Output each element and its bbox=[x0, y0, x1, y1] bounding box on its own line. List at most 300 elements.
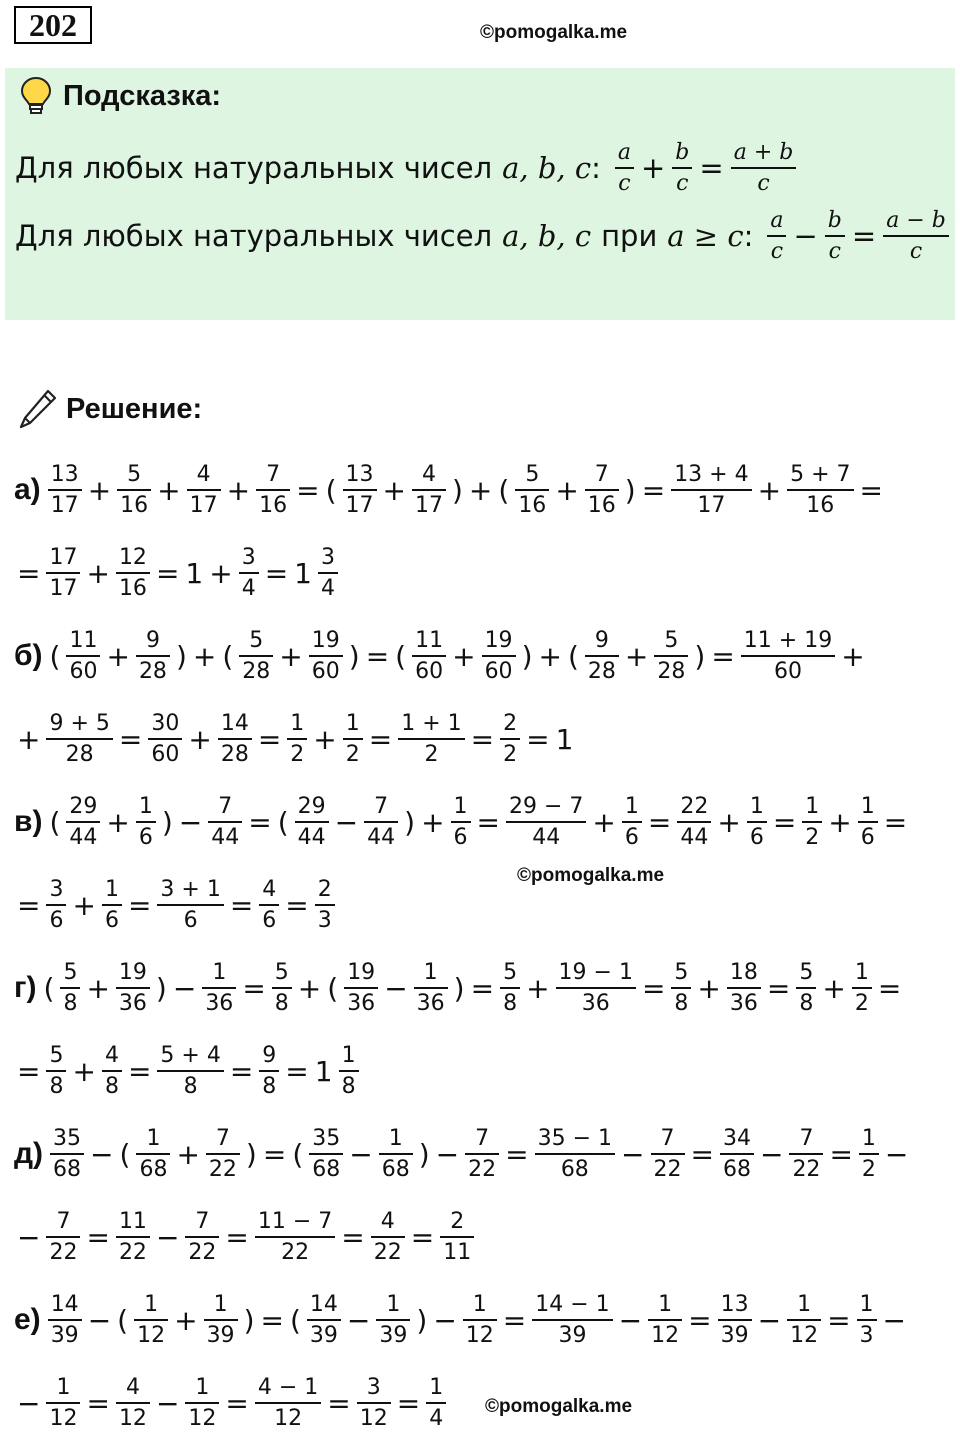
fraction bbox=[859, 1126, 879, 1183]
math-symbol: = bbox=[641, 971, 666, 1005]
denominator: 60 bbox=[148, 738, 182, 767]
fraction bbox=[259, 877, 279, 934]
math-symbol: + bbox=[106, 805, 130, 839]
denominator: 12 bbox=[134, 1319, 168, 1348]
numerator: 12 bbox=[118, 544, 147, 570]
denominator: 68 bbox=[136, 1153, 170, 1182]
fraction bbox=[720, 1126, 754, 1183]
numerator: 2 bbox=[317, 876, 332, 902]
hint-2-condition: a ≥ c bbox=[667, 219, 744, 254]
numerator: 1 bbox=[290, 710, 305, 736]
hint-1-op: + bbox=[640, 151, 666, 186]
denominator: 2 bbox=[859, 1153, 879, 1182]
fraction bbox=[185, 1375, 219, 1432]
denominator: 22 bbox=[185, 1236, 219, 1265]
lightbulb-icon bbox=[19, 76, 53, 116]
numerator: 5 bbox=[249, 627, 264, 653]
watermark-bottom: ©pomogalka.me bbox=[485, 1396, 633, 1417]
math-symbol: + bbox=[279, 639, 303, 673]
math-symbol: − bbox=[757, 1303, 782, 1337]
numerator: 11 − 7 bbox=[257, 1208, 333, 1234]
numerator: 13 bbox=[50, 461, 79, 487]
math-symbol: = bbox=[365, 639, 390, 673]
denominator: 36 bbox=[414, 987, 448, 1016]
math-symbol: = bbox=[505, 1137, 529, 1171]
fraction bbox=[398, 711, 464, 768]
fraction bbox=[789, 1126, 823, 1183]
item-label: в) bbox=[14, 805, 43, 838]
hint-2-vars: a, b, c bbox=[502, 219, 592, 254]
math-symbol: + bbox=[452, 639, 476, 673]
numerator: 5 bbox=[525, 461, 540, 487]
math-symbol: = bbox=[17, 1054, 41, 1088]
denominator: 28 bbox=[218, 738, 252, 767]
fraction bbox=[671, 462, 751, 519]
numerator: 19 bbox=[311, 627, 340, 653]
math-symbol: ( bbox=[49, 805, 61, 839]
numerator: 1 bbox=[56, 1374, 71, 1400]
solution-line bbox=[14, 1114, 911, 1194]
denominator: 60 bbox=[309, 655, 343, 684]
hint-2-fraction-2: $\frac{b}{c}$ bbox=[825, 208, 845, 265]
math-symbol: + bbox=[86, 556, 110, 590]
math-symbol: = bbox=[647, 805, 672, 839]
math-symbol: ) bbox=[418, 1137, 430, 1171]
solution-line bbox=[14, 1197, 477, 1277]
denominator: 22 bbox=[371, 1236, 405, 1265]
hint-1-fraction-3: $\frac{a + b}{c}$ bbox=[731, 140, 797, 197]
denominator: 8 bbox=[500, 987, 520, 1016]
hint-line-1 bbox=[15, 140, 800, 197]
solution-line bbox=[14, 1031, 362, 1111]
denominator: 8 bbox=[671, 987, 691, 1016]
denominator: 16 bbox=[787, 489, 853, 518]
math-symbol: = bbox=[248, 805, 272, 839]
numerator: 1 bbox=[472, 1291, 487, 1317]
math-symbol: − bbox=[155, 1386, 180, 1420]
numerator: 1 bbox=[138, 793, 153, 819]
fraction bbox=[66, 794, 100, 851]
denominator: 17 bbox=[343, 489, 377, 518]
numerator: 4 bbox=[196, 461, 211, 487]
denominator: 17 bbox=[671, 489, 751, 518]
math-symbol: − bbox=[87, 1303, 112, 1337]
denominator: 60 bbox=[66, 655, 100, 684]
numerator: 5 bbox=[63, 959, 78, 985]
fraction bbox=[412, 628, 446, 685]
fraction bbox=[46, 711, 112, 768]
denominator: 60 bbox=[412, 655, 446, 684]
numerator: 35 bbox=[312, 1125, 341, 1151]
fraction bbox=[787, 1292, 821, 1349]
numerator: 1 bbox=[854, 959, 869, 985]
numerator: 4 bbox=[380, 1208, 395, 1234]
math-symbol: + bbox=[188, 722, 212, 756]
fraction bbox=[309, 1126, 343, 1183]
solution-line bbox=[14, 699, 576, 779]
denominator: 36 bbox=[344, 987, 378, 1016]
math-symbol: − bbox=[90, 1137, 114, 1171]
fraction bbox=[500, 711, 520, 768]
numerator: 18 bbox=[729, 959, 758, 985]
math-symbol: + bbox=[468, 473, 493, 507]
numerator: 1 bbox=[749, 793, 764, 819]
numerator: 11 bbox=[415, 627, 444, 653]
math-symbol: ) bbox=[453, 971, 465, 1005]
fraction bbox=[440, 1209, 474, 1266]
hint-2-colon: : bbox=[743, 219, 754, 254]
hint-1-eq: = bbox=[699, 151, 724, 186]
numerator: 1 bbox=[213, 1291, 228, 1317]
denominator: 12 bbox=[46, 1402, 80, 1431]
numerator: 1 bbox=[429, 1374, 444, 1400]
fraction bbox=[202, 960, 236, 1017]
math-symbol: + bbox=[226, 473, 251, 507]
fraction bbox=[116, 1209, 150, 1266]
numerator: 1 bbox=[195, 1374, 210, 1400]
hint-box bbox=[5, 68, 955, 320]
denominator: 68 bbox=[50, 1153, 84, 1182]
denominator: 11 bbox=[440, 1236, 474, 1265]
numerator: 1 bbox=[797, 1291, 812, 1317]
denominator: 2 bbox=[802, 821, 822, 850]
math-symbol: ( bbox=[498, 473, 510, 507]
denominator: 3 bbox=[857, 1319, 877, 1348]
denominator: 22 bbox=[651, 1153, 685, 1182]
hint-line-2 bbox=[15, 208, 953, 265]
hint-title: Подсказка: bbox=[63, 79, 222, 112]
numerator: 3 bbox=[49, 876, 64, 902]
math-symbol: = bbox=[229, 1054, 254, 1088]
denominator: 8 bbox=[60, 987, 80, 1016]
math-symbol: = bbox=[688, 1303, 712, 1337]
denominator: 22 bbox=[255, 1236, 335, 1265]
math-symbol: = bbox=[877, 971, 902, 1005]
denominator: 16 bbox=[256, 489, 290, 518]
numerator: 7 bbox=[218, 793, 233, 819]
math-symbol: = bbox=[225, 1386, 249, 1420]
denominator: 4 bbox=[318, 572, 338, 601]
denominator: 12 bbox=[787, 1319, 821, 1348]
math-symbol: = bbox=[260, 1303, 284, 1337]
math-symbol: − bbox=[346, 1303, 371, 1337]
numerator: 1 bbox=[423, 959, 438, 985]
fraction bbox=[532, 1292, 612, 1349]
math-symbol: ( bbox=[567, 639, 579, 673]
numerator: 14 bbox=[50, 1291, 79, 1317]
fraction bbox=[852, 960, 872, 1017]
fraction bbox=[46, 877, 66, 934]
fraction bbox=[426, 1375, 446, 1432]
denominator: 39 bbox=[718, 1319, 752, 1348]
numerator: 7 bbox=[660, 1125, 675, 1151]
denominator: 6 bbox=[747, 821, 767, 850]
denominator: 8 bbox=[796, 987, 816, 1016]
math-symbol: = bbox=[17, 888, 41, 922]
fraction bbox=[585, 462, 619, 519]
math-symbol: ) bbox=[521, 639, 533, 673]
fraction bbox=[46, 1043, 66, 1100]
fraction bbox=[343, 462, 377, 519]
denominator: 8 bbox=[102, 1070, 122, 1099]
numerator: 1 bbox=[212, 959, 227, 985]
numerator: 5 bbox=[127, 461, 142, 487]
math-symbol: + bbox=[86, 971, 110, 1005]
fraction bbox=[239, 628, 273, 685]
math-symbol: = bbox=[296, 473, 320, 507]
denominator: 6 bbox=[858, 821, 878, 850]
math-symbol: − bbox=[384, 971, 408, 1005]
numerator: 7 bbox=[266, 461, 281, 487]
math-symbol: = bbox=[470, 971, 495, 1005]
fraction bbox=[379, 1126, 413, 1183]
numerator: 11 bbox=[69, 627, 98, 653]
fraction bbox=[654, 628, 688, 685]
math-symbol: − bbox=[349, 1137, 373, 1171]
numerator: 3 bbox=[321, 544, 335, 570]
math-symbol: ) bbox=[175, 639, 187, 673]
hint-2-text: Для любых натуральных чисел bbox=[15, 219, 493, 254]
math-symbol: + bbox=[382, 473, 406, 507]
math-symbol: − bbox=[155, 1220, 180, 1254]
numerator: 1 bbox=[805, 793, 820, 819]
numerator: 3 bbox=[241, 544, 256, 570]
denominator: 6 bbox=[136, 821, 156, 850]
watermark-top: ©pomogalka.me bbox=[480, 22, 628, 43]
numerator: 34 bbox=[722, 1125, 751, 1151]
fraction bbox=[134, 1292, 168, 1349]
math-symbol: = bbox=[368, 722, 393, 756]
solution-title: Решение: bbox=[66, 392, 203, 425]
solution-line bbox=[14, 533, 341, 613]
numerator: 1 bbox=[146, 1125, 161, 1151]
denominator: 2 bbox=[287, 738, 307, 767]
fraction bbox=[256, 462, 290, 519]
fraction bbox=[204, 1292, 238, 1349]
denominator: 12 bbox=[463, 1319, 497, 1348]
numerator: 1 bbox=[104, 876, 119, 902]
math-symbol: = bbox=[396, 1386, 421, 1420]
numerator: 19 bbox=[347, 959, 376, 985]
hint-1-text: Для любых натуральных чисел bbox=[15, 151, 493, 186]
math-symbol: = bbox=[476, 805, 500, 839]
fraction bbox=[116, 960, 150, 1017]
numerator: 35 bbox=[53, 1125, 82, 1151]
fraction bbox=[60, 960, 80, 1017]
hint-2-op: − bbox=[793, 219, 818, 254]
math-symbol: = bbox=[264, 556, 289, 590]
numerator: 4 bbox=[104, 1042, 119, 1068]
numerator: 17 bbox=[49, 544, 78, 570]
math-symbol: + bbox=[592, 805, 616, 839]
fraction bbox=[185, 1209, 219, 1266]
numerator: 9 bbox=[594, 627, 609, 653]
fraction bbox=[46, 1209, 80, 1266]
numerator: 14 bbox=[220, 710, 249, 736]
denominator: 12 bbox=[255, 1402, 321, 1431]
denominator: 44 bbox=[506, 821, 586, 850]
fraction bbox=[148, 711, 182, 768]
math-symbol: = bbox=[526, 722, 550, 756]
math-symbol: + bbox=[176, 1137, 200, 1171]
math-symbol: = bbox=[766, 971, 791, 1005]
denominator: 12 bbox=[116, 1402, 150, 1431]
math-symbol: ( bbox=[43, 971, 55, 1005]
denominator: 16 bbox=[515, 489, 549, 518]
numerator: 5 + 4 bbox=[160, 1042, 221, 1068]
fraction bbox=[451, 794, 471, 851]
denominator: 44 bbox=[364, 821, 398, 850]
denominator: 17 bbox=[46, 572, 80, 601]
fraction bbox=[802, 794, 822, 851]
math-symbol: ( bbox=[292, 1137, 304, 1171]
hint-1-colon: : bbox=[591, 151, 601, 186]
math-symbol: ) bbox=[161, 805, 173, 839]
numerator: 30 bbox=[151, 710, 180, 736]
math-symbol: + bbox=[421, 805, 445, 839]
fraction bbox=[50, 1126, 84, 1183]
math-symbol: − bbox=[178, 805, 203, 839]
solution-line bbox=[14, 948, 904, 1028]
numerator: 9 bbox=[262, 1042, 277, 1068]
numerator: 7 bbox=[195, 1208, 210, 1234]
numerator: 1 bbox=[388, 1125, 403, 1151]
fraction bbox=[671, 960, 691, 1017]
denominator: 8 bbox=[339, 1070, 359, 1099]
fraction bbox=[116, 1375, 150, 1432]
denominator: 28 bbox=[585, 655, 619, 684]
item-label: д) bbox=[14, 1137, 44, 1170]
numerator: 19 − 1 bbox=[558, 959, 633, 985]
math-symbol: = bbox=[257, 722, 282, 756]
math-symbol: + bbox=[297, 971, 322, 1005]
numerator: 29 bbox=[69, 793, 98, 819]
numerator: 7 bbox=[215, 1125, 230, 1151]
fraction bbox=[218, 711, 252, 768]
fraction bbox=[48, 1292, 82, 1349]
denominator: 12 bbox=[357, 1402, 391, 1431]
denominator: 17 bbox=[412, 489, 446, 518]
fraction bbox=[307, 1292, 341, 1349]
fraction bbox=[651, 1126, 685, 1183]
fraction bbox=[677, 794, 711, 851]
numerator: 5 + 7 bbox=[790, 461, 851, 487]
math-symbol: = bbox=[772, 805, 797, 839]
fraction bbox=[727, 960, 761, 1017]
numerator: 14 bbox=[309, 1291, 338, 1317]
fraction bbox=[339, 1043, 359, 1100]
numerator: 13 bbox=[345, 461, 374, 487]
numerator: 2 bbox=[450, 1208, 465, 1234]
math-symbol: = bbox=[641, 473, 666, 507]
numerator: 5 bbox=[664, 627, 679, 653]
numerator: 5 bbox=[674, 959, 689, 985]
fraction bbox=[315, 877, 335, 934]
fraction bbox=[157, 1043, 223, 1100]
math-symbol: + bbox=[17, 722, 41, 756]
math-symbol: − bbox=[621, 1137, 645, 1171]
math-symbol: = bbox=[883, 805, 908, 839]
denominator: 22 bbox=[789, 1153, 823, 1182]
denominator: 60 bbox=[741, 655, 835, 684]
numerator: 2 bbox=[503, 710, 518, 736]
fraction bbox=[858, 794, 878, 851]
math-symbol: − bbox=[435, 1137, 460, 1171]
fraction bbox=[102, 1043, 122, 1100]
math-symbol: = bbox=[285, 888, 309, 922]
math-symbol: ( bbox=[327, 971, 339, 1005]
hint-1-vars: a, b, c bbox=[502, 151, 592, 186]
denominator: 16 bbox=[117, 489, 151, 518]
math-symbol: − bbox=[433, 1303, 457, 1337]
math-symbol: = bbox=[690, 1137, 714, 1171]
denominator: 44 bbox=[208, 821, 242, 850]
math-symbol: + bbox=[697, 971, 721, 1005]
denominator: 8 bbox=[46, 1070, 66, 1099]
item-label: а) bbox=[14, 473, 41, 506]
math-symbol: + bbox=[209, 556, 233, 590]
numerator: 4 bbox=[262, 876, 277, 902]
denominator: 36 bbox=[202, 987, 236, 1016]
denominator: 6 bbox=[259, 904, 279, 933]
numerator: 7 bbox=[475, 1125, 490, 1151]
denominator: 28 bbox=[239, 655, 273, 684]
denominator: 28 bbox=[136, 655, 170, 684]
math-symbol: ( bbox=[289, 1303, 301, 1337]
math-symbol: = bbox=[327, 1386, 351, 1420]
fraction bbox=[318, 545, 338, 602]
math-symbol: = bbox=[127, 888, 152, 922]
numerator: 7 bbox=[594, 461, 609, 487]
numerator: 29 bbox=[297, 793, 326, 819]
numerator: 19 bbox=[118, 959, 147, 985]
math-symbol: ) bbox=[243, 1303, 255, 1337]
fraction bbox=[357, 1375, 391, 1432]
math-symbol: ( bbox=[325, 473, 337, 507]
math-symbol: − bbox=[334, 805, 359, 839]
math-symbol: + bbox=[72, 888, 96, 922]
denominator: 6 bbox=[46, 904, 66, 933]
denominator: 6 bbox=[622, 821, 642, 850]
fraction bbox=[747, 794, 767, 851]
denominator: 12 bbox=[185, 1402, 219, 1431]
math-symbol: ) bbox=[416, 1303, 428, 1337]
solution-line bbox=[14, 616, 868, 696]
item-label: е) bbox=[14, 1303, 41, 1336]
denominator: 39 bbox=[48, 1319, 82, 1348]
fraction bbox=[718, 1292, 752, 1349]
denominator: 6 bbox=[157, 904, 223, 933]
fraction bbox=[622, 794, 642, 851]
denominator: 44 bbox=[66, 821, 100, 850]
numerator: 14 − 1 bbox=[535, 1291, 610, 1317]
denominator: 60 bbox=[482, 655, 516, 684]
solution-line bbox=[14, 1363, 449, 1443]
denominator: 17 bbox=[187, 489, 221, 518]
numerator: 1 bbox=[658, 1291, 673, 1317]
math-symbol: + bbox=[624, 639, 649, 673]
numerator: 1 bbox=[341, 1042, 356, 1068]
denominator: 22 bbox=[46, 1236, 80, 1265]
math-symbol: = bbox=[711, 639, 735, 673]
math-symbol: − bbox=[884, 1137, 909, 1171]
fraction bbox=[585, 628, 619, 685]
math-symbol: ) bbox=[451, 473, 463, 507]
numerator: 29 − 7 bbox=[509, 793, 584, 819]
solution-line bbox=[14, 1280, 909, 1360]
denominator: 28 bbox=[654, 655, 688, 684]
math-symbol: ) bbox=[404, 805, 416, 839]
